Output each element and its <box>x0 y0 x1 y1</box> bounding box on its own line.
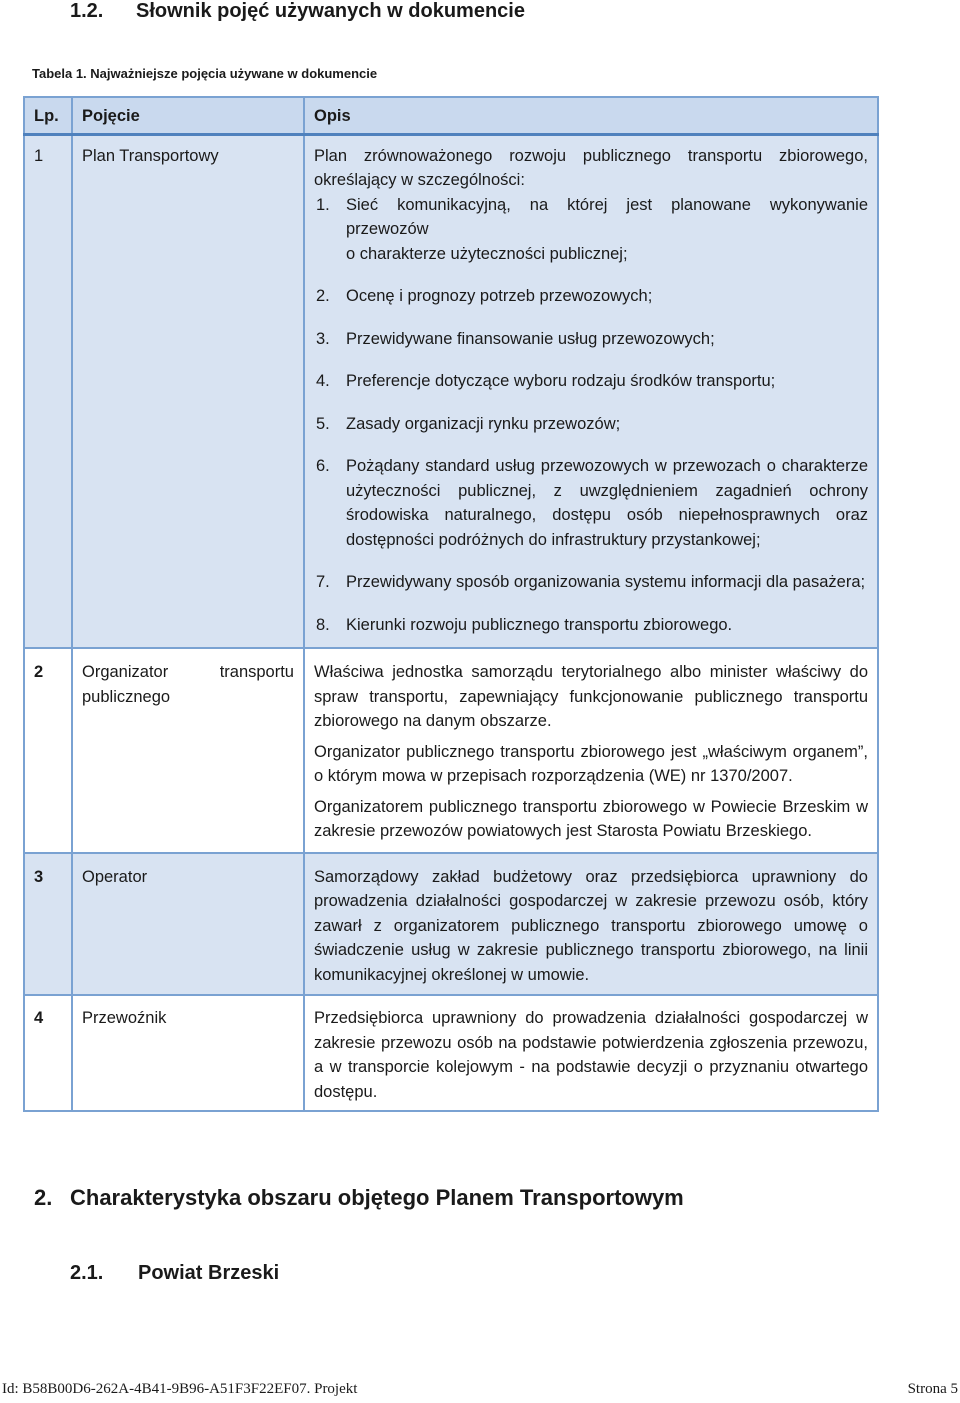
table-row <box>24 853 878 996</box>
description-paragraph: Właściwa jednostka samorządu terytorialnego albo minister właściwy do spraw transportu, zapewniający funkcjonowanie publicznego transportu zbiorowego na danym obszarze. <box>314 663 868 730</box>
description-paragraph: Przedsiębiorca uprawniony do prowadzenia działalności gospodarczej w zakresie przewozu osób na podstawie potwierdzenia zgłoszenia przewozu, a w transporcie kolejowym - na podstawie decyzji o przyznaniu otwartego dostępu. <box>314 1009 868 1101</box>
section-title: Słownik pojęć używanych w dokumencie <box>136 0 525 22</box>
row-term: Operator <box>72 853 304 996</box>
glossary-table <box>23 96 879 1112</box>
section-heading <box>70 0 525 23</box>
section-number: 1.2. <box>70 0 104 22</box>
section-2-1-number: 2.1. <box>70 1262 104 1284</box>
description-intro: Plan zrównoważonego rozwoju publicznego transportu zbiorowego, określający w szczególności: <box>314 146 868 189</box>
row-number: 2 <box>24 648 72 853</box>
table-row <box>24 995 878 1111</box>
table-header-row <box>24 97 878 134</box>
row-description <box>304 853 878 996</box>
list-item: 4. Preferencje dotyczące wyboru rodzaju środków transportu; <box>316 372 776 390</box>
row-number: 1 <box>24 134 72 648</box>
section-2-heading <box>34 1185 684 1211</box>
section-2-1-heading <box>70 1262 279 1285</box>
section-2-1-title: Powiat Brzeski <box>138 1262 280 1284</box>
row-number: 4 <box>24 995 72 1111</box>
row-term: Plan Transportowy <box>72 134 304 648</box>
list-item: 2. Ocenę i prognozy potrzeb przewozowych; <box>316 287 653 305</box>
requirements-list <box>314 193 868 638</box>
table-row <box>24 134 878 648</box>
list-item: 8. Kierunki rozwoju publicznego transportu zbiorowego. <box>316 615 733 634</box>
row-term: Przewoźnik <box>72 995 304 1111</box>
section-2-title: Charakterystyka obszaru objętego Planem Transportowym <box>70 1185 684 1210</box>
page-footer <box>0 1381 960 1401</box>
row-term: Organizator transportu publicznego <box>72 648 304 853</box>
table-caption: Tabela 1. Najważniejsze pojęcia używane w dokumencie <box>32 66 378 81</box>
header-description: Opis <box>304 97 878 134</box>
list-item: 7. Przewidywany sposób organizowania systemu informacji dla pasażera; <box>316 573 866 591</box>
header-lp: Lp. <box>24 97 72 134</box>
description-paragraph: Organizatorem publicznego transportu zbiorowego w Powiecie Brzeskim w zakresie przewozów powiatowych jest Starosta Powiatu Brzeskiego. <box>314 797 868 840</box>
description-paragraph: Organizator publicznego transportu zbiorowego jest „właściwym organem”, o którym mowa w przepisach rozporządzenia (WE) nr 1370/2007. <box>314 742 868 785</box>
description-paragraph: Samorządowy zakład budżetowy oraz przedsiębiorca uprawniony do prowadzenia działalności gospodarczej w zakresie przewozu osób, który zawarł z organizatorem publicznego transportu zbiorowego umowę o świadczenie usług w zakresie publicznego transportu zbiorowego, na linii komunikacyjnej określonej w umowie. <box>314 867 868 984</box>
row-number: 3 <box>24 853 72 996</box>
row-description <box>304 995 878 1111</box>
row-description <box>304 648 878 853</box>
table-row <box>24 648 878 853</box>
list-item: 6. Pożądany standard usług przewozowych w przewozach o charakterze użyteczności publicznej, z uwzględnieniem zagadnień ochrony środowiska naturalnego, dostępu osób niepełnosprawnych oraz dostępności podróżnych do infrastruktury przystankowej; <box>316 457 868 549</box>
list-item: 3. Przewidywane finansowanie usług przewozowych; <box>316 329 715 348</box>
document-id: Id: B58B00D6-262A-4B41-9B96-A51F3F22EF07. Projekt <box>2 1381 358 1397</box>
list-item: 5. Zasady organizacji rynku przewozów; <box>316 414 621 433</box>
list-item: 1. Sieć komunikacyjną, na której jest planowane wykonywanie przewozów o charakterze użyteczności publicznej; <box>316 195 868 263</box>
section-2-number: 2. <box>34 1185 53 1210</box>
page-number: Strona 5 <box>907 1381 958 1397</box>
header-term: Pojęcie <box>72 97 304 134</box>
row-description <box>304 134 878 648</box>
